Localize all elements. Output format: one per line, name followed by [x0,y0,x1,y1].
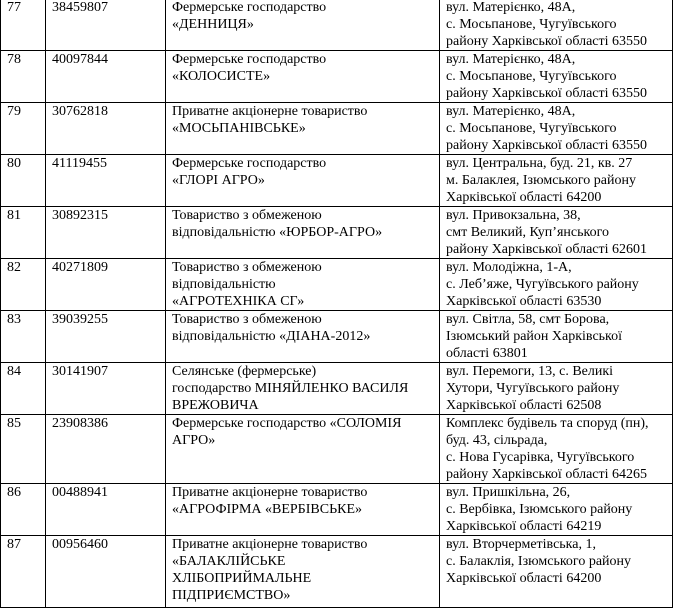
row-number-cell: 80 [1,155,46,207]
table-row [1,484,673,536]
address-cell: вул. Світла, 58, смт Борова, Ізюмський район Харківської області 63801 [440,311,673,363]
edrpou-code-cell: 38459807 [46,0,166,51]
row-number-cell: 86 [1,484,46,536]
edrpou-code-cell: 30762818 [46,103,166,155]
table-row [1,415,673,484]
company-name-cell: Приватне акціонерне товариство «АГРОФІРМА «ВЕРБІВСЬКЕ» [166,484,440,536]
address-cell: вул. Матерієнко, 48А, с. Мосьпанове, Чугуївського району Харківської області 63550 [440,51,673,103]
company-name-cell: Фермерське господарство «ДЕННИЦЯ» [166,0,440,51]
address-cell: вул. Вторчерметівська, 1, с. Балаклія, Ізюмського району Харківської області 64200 [440,536,673,608]
row-number-cell: 81 [1,207,46,259]
edrpou-code-cell: 30892315 [46,207,166,259]
table-row [1,51,673,103]
company-name-cell: Селянське (фермерське) господарство МІНЯЙЛЕНКО ВАСИЛЯ ВРЕЖОВИЧА [166,363,440,415]
address-cell: вул. Молодіжна, 1-А, с. Леб’яже, Чугуївського району Харківської області 63530 [440,259,673,311]
row-number-cell: 77 [1,0,46,51]
row-number-cell: 78 [1,51,46,103]
address-cell: вул. Матерієнко, 48А, с. Мосьпанове, Чугуївського району Харківської області 63550 [440,0,673,51]
table-row [1,311,673,363]
edrpou-code-cell: 40097844 [46,51,166,103]
row-number-cell: 85 [1,415,46,484]
table-row [1,207,673,259]
table-row [1,536,673,608]
company-name-cell: Приватне акціонерне товариство «МОСЬПАНІВСЬКЕ» [166,103,440,155]
row-number-cell: 79 [1,103,46,155]
company-name-cell: Фермерське господарство «КОЛОСИСТЕ» [166,51,440,103]
company-name-cell: Фермерське господарство «СОЛОМІЯ АГРО» [166,415,440,484]
row-number-cell: 82 [1,259,46,311]
table-row [1,259,673,311]
address-cell: вул. Центральна, буд. 21, кв. 27 м. Балаклея, Ізюмського району Харківської області 64200 [440,155,673,207]
edrpou-code-cell: 40271809 [46,259,166,311]
company-name-cell: Товариство з обмеженою відповідальністю «ДІАНА-2012» [166,311,440,363]
edrpou-code-cell: 00956460 [46,536,166,608]
edrpou-code-cell: 30141907 [46,363,166,415]
address-cell: Комплекс будівель та споруд (пн), буд. 43, сільрада, с. Нова Гусарівка, Чугуївського району Харківської області 64265 [440,415,673,484]
table-row [1,0,673,51]
company-name-cell: Фермерське господарство «ГЛОРІ АГРО» [166,155,440,207]
edrpou-code-cell: 41119455 [46,155,166,207]
table-row [1,363,673,415]
edrpou-code-cell: 39039255 [46,311,166,363]
company-name-cell: Товариство з обмеженою відповідальністю «ЮРБОР-АГРО» [166,207,440,259]
row-number-cell: 87 [1,536,46,608]
registry-table-body [1,0,673,608]
address-cell: вул. Привокзальна, 38, смт Великий, Куп’янського району Харківської області 62601 [440,207,673,259]
edrpou-code-cell: 00488941 [46,484,166,536]
edrpou-code-cell: 23908386 [46,415,166,484]
row-number-cell: 83 [1,311,46,363]
company-name-cell: Приватне акціонерне товариство «БАЛАКЛІЙСЬКЕ ХЛІБОПРИЙМАЛЬНЕ ПІДПРИЄМСТВО» [166,536,440,608]
address-cell: вул. Пришкільна, 26, с. Вербівка, Ізюмського району Харківської області 64219 [440,484,673,536]
table-row [1,155,673,207]
row-number-cell: 84 [1,363,46,415]
address-cell: вул. Матерієнко, 48А, с. Мосьпанове, Чугуївського району Харківської області 63550 [440,103,673,155]
address-cell: вул. Перемоги, 13, с. Великі Хутори, Чугуївського району Харківської області 62508 [440,363,673,415]
company-name-cell: Товариство з обмеженою відповідальністю «АГРОТЕХНІКА СГ» [166,259,440,311]
table-row [1,103,673,155]
